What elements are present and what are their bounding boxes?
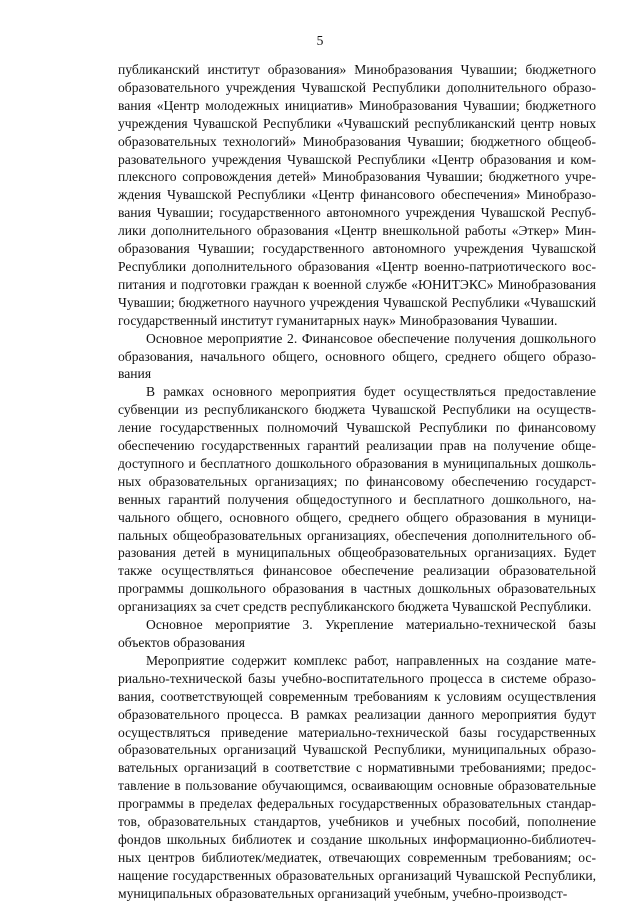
paragraph-continuation: публиканский институт образования» Минобразования Чувашии; бюджетного образовательного учреждения Чувашской Республики дополнительного образования «Центр молодежных инициатив» Минобразования Чувашии; бюджетного учреждения Чувашской Республики «Чувашский республиканский центр новых образовательных технологий» Минобразования Чувашии; бюджетного общеобразовательного учреждения Чувашской Республики «Центр образования и комплексного сопровождения детей» Минобразования Чувашии; бюджетного учреждения Чувашской Республики «Центр финансового обеспечения» Минобразования Чувашии; государственного автономного учреждения Чувашской Республики дополнительного образования «Центр внешкольной работы «Эткер» Минобразования Чувашии; государственного автономного учреждения Чувашской Республики дополнительного образования «Центр военно-патриотического воспитания и подготовки граждан к военной службе «ЮНИТЭКС» Минобразования Чувашии; бюджетного научного учреждения Чувашской Республики «Чувашский государственный институт гуманитарных наук» Минобразования Чувашии. xyxy=(118,62,596,328)
paragraph-activity-2-description: В рамках основного мероприятия будет осуществляться предоставление субвенции из республиканского бюджета Чувашской Республики на осуществление государственных полномочий Чувашской Республики по финансовому обеспечению государственных гарантий реализации прав на получение общедоступного и бесплатного дошкольного образования в муниципальных дошкольных образовательных организациях; по финансовому обеспечению государственных гарантий получения общедоступного и бесплатного дошкольного, начального общего, основного общего, среднего общего образования в муниципальных общеобразовательных организациях, обеспечения дополнительного образования детей в муниципальных общеобразовательных организациях. Будет также осуществляться финансовое обеспечение реализации образовательной программы дошкольного образования в частных дошкольных образовательных организациях за счет средств республиканского бюджета Чувашской Республики. xyxy=(118,384,596,615)
document-body xyxy=(118,61,596,903)
paragraph-heading-activity-3: Основное мероприятие 3. Укрепление материально-технической базы объектов образования xyxy=(118,617,596,650)
paragraph-heading-activity-2: Основное мероприятие 2. Финансовое обеспечение получения дошкольного образования, начального общего, основного общего, среднего общего образования xyxy=(118,330,596,382)
paragraph-activity-3-description: Мероприятие содержит комплекс работ, направленных на создание материально-технической базы учебно-воспитательного процесса в системе образования, соответствующей современным требованиям к условиям осуществления образовательного процесса. В рамках реализации данного мероприятия будут осуществляться приведение материально-технической базы государственных образовательных организаций Чувашской Республики, муниципальных образовательных организаций в соответствие с нормативными требованиями; предоставление в пользование обучающимся, осваивающим основные образовательные программы в пределах федеральных государственных образовательных стандартов, образовательных стандартов, учебников и учебных пособий, пополнение фондов школьных библиотек и создание школьных информационно-библиотечных центров библиотек/медиатек, отвечающих современным требованиям; оснащение государственных образовательных организаций Чувашской Республики, муниципальных образовательных организаций учебным, учебно-производст- xyxy=(118,652,596,901)
page-number: 5 xyxy=(316,33,324,48)
